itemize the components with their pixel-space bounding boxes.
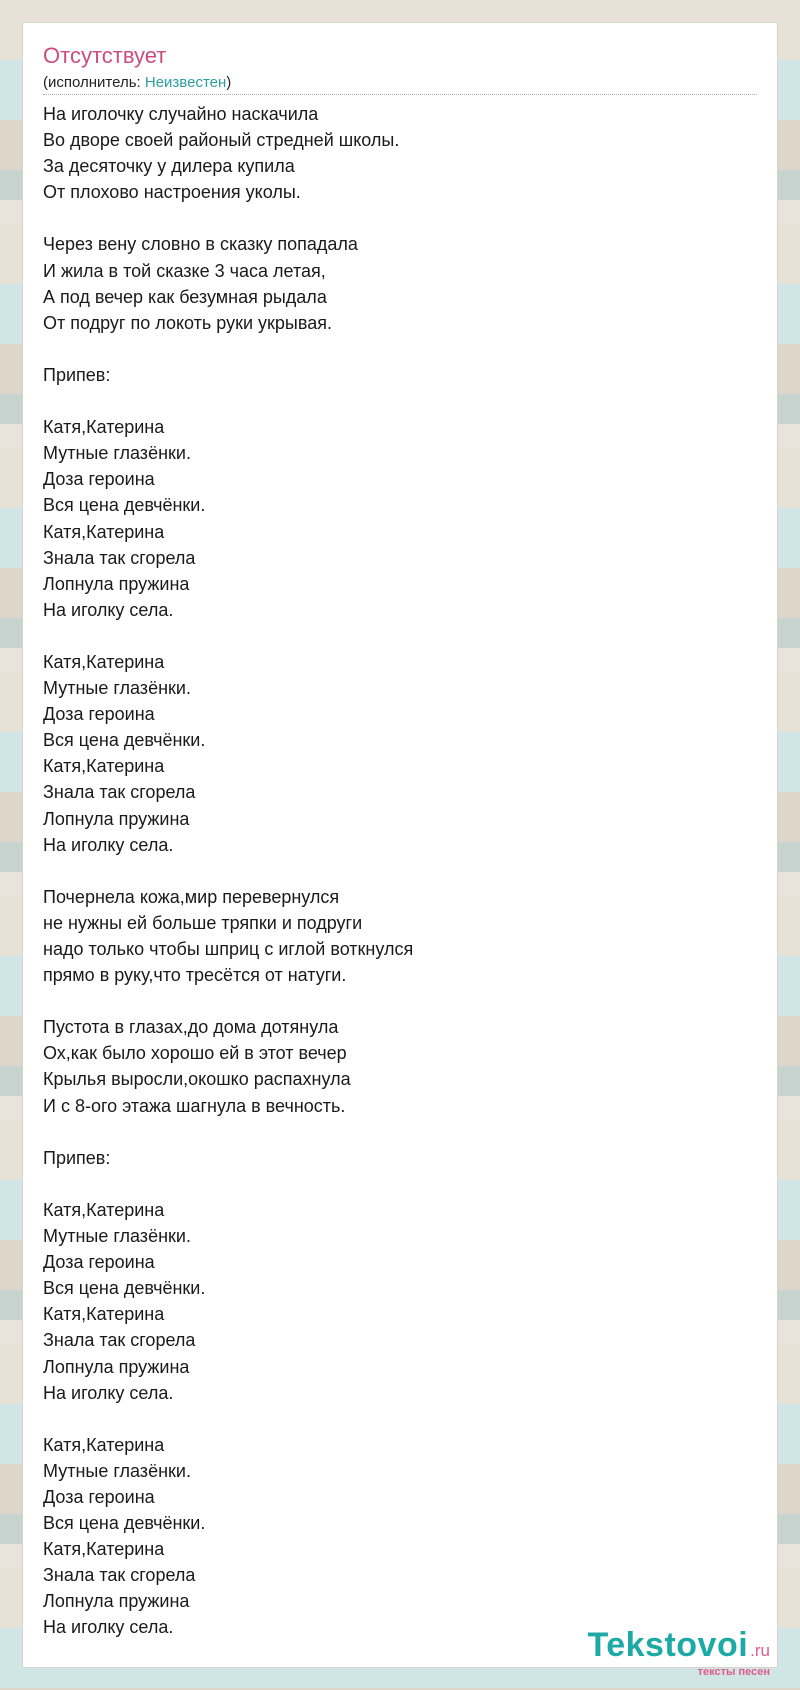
- lyric-line: Лопнула пружина: [43, 808, 190, 829]
- stanza-break: [43, 1119, 743, 1145]
- artist-line: [43, 74, 231, 91]
- lyric-line: Вся цена девчёнки.: [43, 495, 206, 516]
- lyric-line: На иголку села.: [43, 1382, 174, 1403]
- lyric-line: Припев:: [43, 1147, 111, 1168]
- lyric-line: Катя,Катерина: [43, 417, 165, 438]
- lyric-line: Крылья выросли,окошко распахнула: [43, 1069, 351, 1090]
- lyric-line: Знала так сгорела: [43, 1330, 196, 1351]
- lyric-line: Вся цена девчёнки.: [43, 730, 206, 751]
- lyrics-card: [22, 22, 778, 1668]
- stanza-break: [43, 1171, 743, 1197]
- lyric-line: Катя,Катерина: [43, 756, 165, 777]
- lyric-line: Катя,Катерина: [43, 521, 165, 542]
- lyric-line: Мутные глазёнки.: [43, 1460, 191, 1481]
- song-title: Отсутствует: [43, 43, 167, 68]
- logo-domain-suffix: .ru: [750, 1641, 770, 1660]
- lyric-line: Мутные глазёнки.: [43, 678, 191, 699]
- lyric-line: Доза героина: [43, 1486, 155, 1507]
- lyric-line: Знала так сгорела: [43, 782, 196, 803]
- lyric-line: На иголку села.: [43, 834, 174, 855]
- lyric-line: Пустота в глазах,до дома дотянула: [43, 1017, 339, 1038]
- title-separator: [43, 94, 757, 95]
- stanza-break: [43, 623, 743, 649]
- lyric-line: А под вечер как безумная рыдала: [43, 286, 327, 307]
- lyric-line: Катя,Катерина: [43, 1434, 165, 1455]
- lyric-line: Катя,Катерина: [43, 1304, 165, 1325]
- lyric-line: И жила в той сказке 3 часа летая,: [43, 260, 326, 281]
- lyric-line: Катя,Катерина: [43, 1199, 165, 1220]
- lyric-line: Лопнула пружина: [43, 1356, 190, 1377]
- lyric-line: Лопнула пружина: [43, 1591, 190, 1612]
- stanza-break: [43, 1406, 743, 1432]
- lyric-line: прямо в руку,что тресётся от натуги.: [43, 965, 347, 986]
- logo-tagline: тексты песен: [697, 1666, 770, 1678]
- lyric-line: не нужны ей больше тряпки и подруги: [43, 912, 363, 933]
- stanza-break: [43, 336, 743, 362]
- lyrics-body: [43, 101, 743, 1641]
- lyric-line: На иголочку случайно наскачила: [43, 104, 319, 124]
- stanza-break: [43, 988, 743, 1014]
- lyric-line: Знала так сгорела: [43, 547, 196, 568]
- lyric-line: Катя,Катерина: [43, 1539, 165, 1560]
- lyric-line: От плохово настроения уколы.: [43, 182, 301, 203]
- lyric-line: Во дворе своей районый стредней школы.: [43, 130, 400, 151]
- lyric-line: Лопнула пружина: [43, 573, 190, 594]
- lyric-line: От подруг по локоть руки укрывая.: [43, 312, 332, 333]
- logo-wordmark: Tekstovoi: [587, 1626, 749, 1664]
- lyric-line: И с 8-ого этажа шагнула в вечность.: [43, 1095, 346, 1116]
- lyric-line: Ох,как было хорошо ей в этот вечер: [43, 1043, 347, 1064]
- lyric-line: Доза героина: [43, 704, 155, 725]
- lyric-line: Через вену словно в сказку попадала: [43, 234, 358, 255]
- artist-link[interactable]: Неизвестен: [144, 74, 227, 91]
- lyric-line: Доза героина: [43, 469, 155, 490]
- lyric-line: Вся цена девчёнки.: [43, 1513, 206, 1534]
- lyric-line: Мутные глазёнки.: [43, 1226, 191, 1247]
- lyric-line: На иголку села.: [43, 599, 174, 620]
- stanza-break: [43, 388, 743, 414]
- lyric-line: На иголку села.: [43, 1617, 174, 1638]
- lyric-line: Припев:: [43, 364, 111, 385]
- artist-prefix: (исполнитель:: [43, 74, 145, 91]
- lyric-line: Мутные глазёнки.: [43, 443, 191, 464]
- stanza-break: [43, 205, 743, 231]
- lyric-line: Катя,Катерина: [43, 651, 165, 672]
- lyric-line: Вся цена девчёнки.: [43, 1278, 206, 1299]
- lyric-line: Доза героина: [43, 1252, 155, 1273]
- stanza-break: [43, 858, 743, 884]
- lyric-line: надо только чтобы шприц с иглой воткнулся: [43, 939, 414, 959]
- lyric-line: Почернела кожа,мир перевернулся: [43, 886, 340, 907]
- lyric-line: За десяточку у дилера купила: [43, 156, 295, 177]
- site-logo[interactable]: [587, 1628, 770, 1662]
- artist-suffix: ): [226, 74, 232, 91]
- lyric-line: Знала так сгорела: [43, 1565, 196, 1586]
